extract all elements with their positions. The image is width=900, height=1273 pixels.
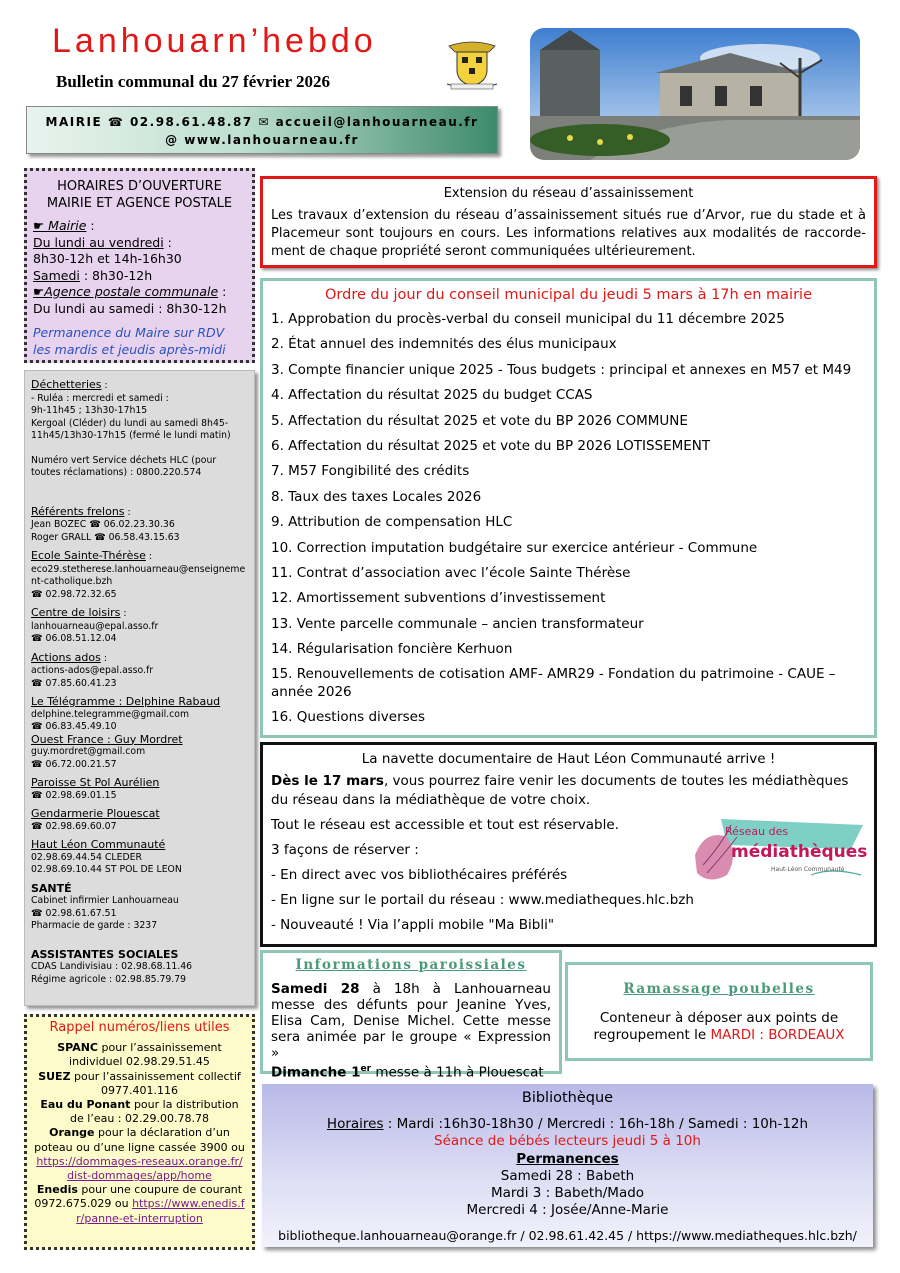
enedis-text: pour une coupure de courant 0972.675.029 ou bbox=[34, 1183, 243, 1211]
logo-line-3: Haut-Léon Communauté bbox=[771, 866, 845, 873]
agence-label: ☛Agence postale communale bbox=[33, 284, 219, 299]
bibliotheque-permanence: Mardi 3 : Babeth/Mado bbox=[490, 1185, 645, 1202]
ordre-du-jour-title: Ordre du jour du conseil municipal du jeudi 5 mars à 17h en mairie bbox=[325, 287, 812, 303]
mairie-colon: : bbox=[86, 218, 95, 233]
dechetteries-line: Kergoal (Cléder) du lundi au samedi 8h45-11h45/13h30-17h15 (fermé le lundi matin) bbox=[31, 417, 231, 441]
rappel-enedis bbox=[33, 1183, 246, 1226]
saturday-hours: : 8h30-12h bbox=[79, 267, 153, 283]
spanc-text: pour l’assainissement individuel 02.98.29.51.45 bbox=[69, 1041, 222, 1069]
navette-box bbox=[260, 742, 877, 947]
gendarmerie-heading: Gendarmerie Plouescat bbox=[31, 807, 160, 820]
poubelles-text bbox=[576, 1010, 862, 1044]
poubelles-title: Ramassage poubelles bbox=[623, 981, 815, 997]
hlc-phone: 02.98.69.44.54 CLEDER bbox=[31, 851, 142, 863]
sociales-line: Régime agricole : 02.98.85.79.79 bbox=[31, 973, 187, 985]
odj-item: 12. Amortissement subventions d’investissement bbox=[271, 590, 606, 607]
weekdays-label: Du lundi au vendredi bbox=[33, 234, 164, 250]
odj-item: 5. Affectation du résultat 2025 et vote du BP 2026 COMMUNE bbox=[271, 412, 688, 429]
paroisse-dimanche-sup: er bbox=[360, 1064, 372, 1074]
navette-p2: Tout le réseau est accessible et tout est réservable. bbox=[271, 817, 619, 833]
odj-item: 10. Correction imputation budgétaire sur exercice antérieur - Commune bbox=[271, 539, 758, 556]
hlc-phone: 02.98.69.10.44 ST POL DE LEON bbox=[31, 864, 182, 875]
dechetteries-line: - Ruléa : mercredi et samedi : bbox=[31, 392, 169, 404]
navette-p4: - En direct avec vos bibliothécaires préférés bbox=[271, 867, 568, 883]
paroisse-dimanche-date: Dimanche 1 bbox=[271, 1064, 361, 1081]
telegramme-email[interactable]: delphine.telegramme@gmail.com bbox=[31, 708, 189, 720]
telegramme-phone: ☎ 06.83.45.49.10 bbox=[31, 721, 117, 732]
navette-title: La navette documentaire de Haut Léon Communauté arrive ! bbox=[361, 751, 776, 767]
paroisse-title: Informations paroissiales bbox=[295, 957, 527, 973]
sante-line: Pharmacie de garde : 3237 bbox=[31, 920, 158, 931]
frelons-contact: Jean BOZEC ☎ 06.02.23.30.36 bbox=[31, 519, 175, 530]
odj-item: 14. Régularisation foncière Kerhuon bbox=[271, 641, 513, 658]
suez-label: SUEZ bbox=[38, 1069, 71, 1083]
bibliotheque-horaires bbox=[270, 1116, 865, 1133]
paroisse-box bbox=[260, 950, 562, 1081]
sante-heading: SANTÉ bbox=[31, 881, 72, 895]
odj-item: 4. Affectation du résultat 2025 du budget CCAS bbox=[271, 387, 593, 404]
navette-p1 bbox=[271, 772, 866, 810]
odj-item: 8. Taux des taxes Locales 2026 bbox=[271, 488, 482, 505]
permanence-maire bbox=[33, 325, 246, 358]
ouest-france-phone: ☎ 06.72.00.21.57 bbox=[31, 758, 117, 770]
ecole-phone: ☎ 02.98.72.32.65 bbox=[31, 588, 117, 600]
telegramme-heading: Le Télégramme : Delphine Rabaud bbox=[31, 695, 221, 708]
permanence-line-1: Permanence du Maire sur RDV bbox=[33, 325, 225, 340]
dechetteries-heading: Déchetteries bbox=[31, 378, 102, 391]
frelons-contact: Roger GRALL ☎ 06.58.43.15.63 bbox=[31, 531, 180, 543]
ados-email[interactable]: actions-ados@epal.asso.fr bbox=[31, 665, 154, 676]
saturday-label: Samedi bbox=[33, 267, 80, 283]
paroisse-samedi-date: Samedi 28 bbox=[271, 981, 360, 997]
sociales-heading: ASSISTANTES SOCIALES bbox=[31, 947, 179, 961]
navette-date: Dès le 17 mars bbox=[271, 773, 384, 789]
weekdays-times: 8h30-12h et 14h-16h30 bbox=[33, 251, 182, 266]
poubelles-text-body: Conteneur à déposer aux points de regroupement le bbox=[593, 1010, 839, 1043]
loisirs-phone: ☎ 06.08.51.12.04 bbox=[31, 633, 117, 644]
odj-item: 7. M57 Fongibilité des crédits bbox=[271, 463, 470, 480]
orange-text: pour la déclaration d’un poteau ou d’une ligne cassée 3900 ou bbox=[34, 1126, 245, 1154]
mairie-website[interactable]: @ www.lanhouarneau.fr bbox=[165, 133, 359, 147]
ados-phone: ☎ 07.85.60.41.23 bbox=[31, 677, 117, 689]
odj-item: 1. Approbation du procès-verbal du conseil municipal du 11 décembre 2025 bbox=[271, 311, 785, 327]
odj-item: 11. Contrat d’association avec l’école Sainte Thérèse bbox=[271, 564, 631, 581]
orange-label: Orange bbox=[49, 1126, 95, 1140]
navette-p5: - En ligne sur le portail du réseau : www.mediatheques.hlc.bzh bbox=[271, 892, 694, 908]
bibliotheque-permanences-label: Permanences bbox=[516, 1150, 619, 1167]
odj-item: 6. Affectation du résultat 2025 et vote du BP 2026 LOTISSEMENT bbox=[271, 437, 711, 454]
horaires-title-2: MAIRIE ET AGENCE POSTALE bbox=[46, 195, 233, 211]
reseau-mediatheques-logo bbox=[691, 815, 871, 887]
paroisse-phone: ☎ 02.98.69.01.15 bbox=[31, 789, 117, 801]
odj-item: 16. Questions diverses bbox=[271, 709, 426, 726]
village-photo bbox=[530, 28, 860, 160]
gendarmerie-phone: ☎ 02.98.69.60.07 bbox=[31, 820, 117, 832]
mairie-contact-bar bbox=[26, 106, 498, 154]
ordre-du-jour-box bbox=[260, 278, 877, 738]
mairie-label: ☛ Mairie bbox=[33, 218, 87, 233]
ados-heading: Actions ados bbox=[31, 650, 101, 664]
dechets-hlc: Numéro vert Service déchets HLC (pour toutes réclamations) : 0800.220.574 bbox=[31, 454, 217, 478]
bibliotheque-box bbox=[262, 1084, 873, 1247]
bibliotheque-title: Bibliothèque bbox=[521, 1090, 614, 1106]
logo-line-1: Réseau des bbox=[725, 825, 789, 838]
bibliotheque-horaires-text: : Mardi :16h30-18h30 / Mercredi : 16h-18h / Samedi : 10h-12h bbox=[383, 1116, 809, 1133]
eau-text: pour la distribution de l’eau : 02.29.00.78.78 bbox=[70, 1098, 239, 1126]
agence-hours: Du lundi au samedi : 8h30-12h bbox=[33, 300, 227, 316]
mairie-contact-line[interactable]: MAIRIE ☎ 02.98.61.48.87 ✉ accueil@lanhouarneau.fr bbox=[45, 115, 479, 129]
rappel-spanc bbox=[33, 1041, 246, 1069]
poubelles-box bbox=[565, 962, 873, 1061]
enedis-link[interactable]: https://www.enedis.fr/panne-et-interruption bbox=[76, 1197, 245, 1225]
ecole-heading: Ecole Sainte-Thérèse bbox=[31, 549, 146, 562]
assainissement-text: Les travaux d’extension du réseau d’assainissement situés rue d’Arvor, rue du stade et à Placemeur sont toujours en cours. Les informations relatives aux modalités de raccorde-ment de chaque propriété seront communiquées ultérieurement. bbox=[271, 208, 866, 259]
rappel-orange bbox=[33, 1126, 246, 1183]
spanc-label: SPANC bbox=[57, 1041, 98, 1055]
dechetteries-line: 9h-11h45 ; 13h30-17h15 bbox=[31, 405, 148, 416]
poubelles-day: MARDI : BORDEAUX bbox=[710, 1027, 845, 1043]
navette-p1-text: , vous pourrez faire venir les documents de toutes les médiathèques du réseau dans la médiathèque de votre choix. bbox=[271, 773, 849, 808]
odj-item: 15. Renouvellements de cotisation AMF- AMR29 - Fondation du patrimoine - CAUE – année 2026 bbox=[271, 666, 836, 700]
enedis-label: Enedis bbox=[36, 1183, 78, 1197]
bibliotheque-seance: Séance de bébés lecteurs jeudi 5 à 10h bbox=[434, 1133, 701, 1150]
assainissement-box bbox=[260, 176, 877, 268]
odj-item: 3. Compte financier unique 2025 - Tous budgets : principal et annexes en M57 et M49 bbox=[271, 361, 852, 378]
loisirs-email[interactable]: lanhouarneau@epal.asso.fr bbox=[31, 620, 159, 632]
bulletin-title: Lanhouarn’hebdo bbox=[52, 22, 377, 60]
odj-item: 9. Attribution de compensation HLC bbox=[271, 514, 513, 531]
paroisse-samedi-text: à 18h à Lanhouarneau messe des défunts pour Jeanine Yves, Elisa Cam, Denise Michel. Cette messe sera animée par le groupe « Expression » bbox=[271, 981, 551, 1061]
paroisse-dimanche-text: messe à 11h à Plouescat bbox=[371, 1064, 544, 1081]
agence-colon: : bbox=[218, 284, 227, 299]
sociales-line: CDAS Landivisiau : 02.98.68.11.46 bbox=[31, 961, 193, 972]
bibliotheque-permanence: Mercredi 4 : Josée/Anne-Marie bbox=[466, 1202, 669, 1219]
suez-text: pour l’assainissement collectif 0977.401.116 bbox=[70, 1069, 241, 1097]
bibliotheque-contact[interactable]: bibliotheque.lanhouarneau@orange.fr / 02.98.61.42.45 / https://www.mediatheques.hlc.bzh/ bbox=[278, 1228, 857, 1244]
bibliotheque-permanence: Samedi 28 : Babeth bbox=[500, 1167, 635, 1184]
eau-label: Eau du Ponant bbox=[40, 1098, 131, 1112]
logo-line-2: médiathèques bbox=[731, 842, 868, 862]
bibliotheque-horaires-label: Horaires bbox=[326, 1116, 384, 1133]
weekdays-colon: : bbox=[163, 234, 172, 250]
sante-line: ☎ 02.98.61.67.51 bbox=[31, 907, 117, 919]
orange-link[interactable]: https://dommages-reseaux.orange.fr/dist-dommages/app/home bbox=[36, 1154, 243, 1183]
paroisse-dimanche bbox=[271, 1061, 551, 1081]
rappel-box bbox=[24, 1014, 255, 1250]
rappel-suez bbox=[33, 1070, 246, 1098]
commune-crest-icon bbox=[443, 40, 501, 94]
paroisse-samedi bbox=[271, 981, 551, 1061]
ouest-france-heading: Ouest France : Guy Mordret bbox=[31, 732, 183, 746]
navette-p3: 3 façons de réserver : bbox=[271, 842, 419, 858]
rappel-title: Rappel numéros/liens utiles bbox=[49, 1020, 230, 1035]
paroisse-heading: Paroisse St Pol Aurélien bbox=[31, 776, 160, 789]
navette-p6: - Nouveauté ! Via l’appli mobile "Ma Bibli" bbox=[271, 917, 555, 933]
ecole-email[interactable]: eco29.stetherese.lanhouarneau@enseignement-catholique.bzh bbox=[31, 563, 246, 587]
horaires-title-1: HORAIRES D’OUVERTURE bbox=[57, 179, 222, 194]
loisirs-heading: Centre de loisirs bbox=[31, 606, 121, 619]
ouest-france-email[interactable]: guy.mordret@gmail.com bbox=[31, 746, 146, 757]
sante-line: Cabinet infirmier Lanhouarneau bbox=[31, 895, 179, 906]
frelons-heading: Référents frelons bbox=[31, 504, 125, 518]
horaires-box bbox=[24, 168, 255, 363]
assainissement-title: Extension du réseau d’assainissement bbox=[443, 186, 694, 201]
rappel-eau bbox=[33, 1098, 246, 1126]
permanence-line-2: les mardis et jeudis après-midi bbox=[33, 341, 226, 357]
contacts-box: Déchetteries : - Ruléa : mercredi et samedi : 9h-11h45 ; 13h30-17h15 Kergoal (Cléder) du lundi au samedi 8h45-11h45/13h30-17h15 (fermé le lundi matin) Numéro vert Service déchets HLC (pour toutes réclamations) : 0800.220.574 Référents frelons : Jean BOZEC ☎ 06.02.23.30.36 Roger GRALL ☎ 06.58.43.15.63 Ecole Sainte-Thérèse : eco29.stetherese.lanhouarneau@enseignement-catholique.bzh ☎ 02.98.72.32.65 Centre de loisirs : lanhouarneau@epal.asso.fr ☎ 06.08.51.12.04 Actions ados : actions-ados@epal.asso.fr ☎ 07.85.60.41.23 Le Télégramme : Delphine Rabaud delphine.telegramme@gmail.com ☎ 06.83.45.49.10 Ouest France : Guy Mordret guy.mordret@gmail.com ☎ 06.72.00.21.57 Paroisse St Pol Aurélien ☎ 02.98.69.01.15 Gendarmerie Plouescat ☎ 02.98.69.60.07 Haut Léon Communauté 02.98.69.44.54 CLEDER 02.98.69.10.44 ST POL DE LEON SANTÉ Cabinet infirmier Lanhouarneau ☎ 02.98.61.67.51 Pharmacie de garde : 3237 ASSISTANTES SOCIALES CDAS Landivisiau : 02.98.68.11.46 Régime agricole : 02.98.85.79.79 bbox=[24, 370, 255, 1006]
odj-item: 13. Vente parcelle communale – ancien transformateur bbox=[271, 615, 644, 632]
bulletin-subtitle: Bulletin communal du 27 février 2026 bbox=[56, 72, 331, 91]
odj-item: 2. État annuel des indemnités des élus municipaux bbox=[271, 336, 617, 353]
hlc-heading: Haut Léon Communauté bbox=[31, 838, 166, 851]
